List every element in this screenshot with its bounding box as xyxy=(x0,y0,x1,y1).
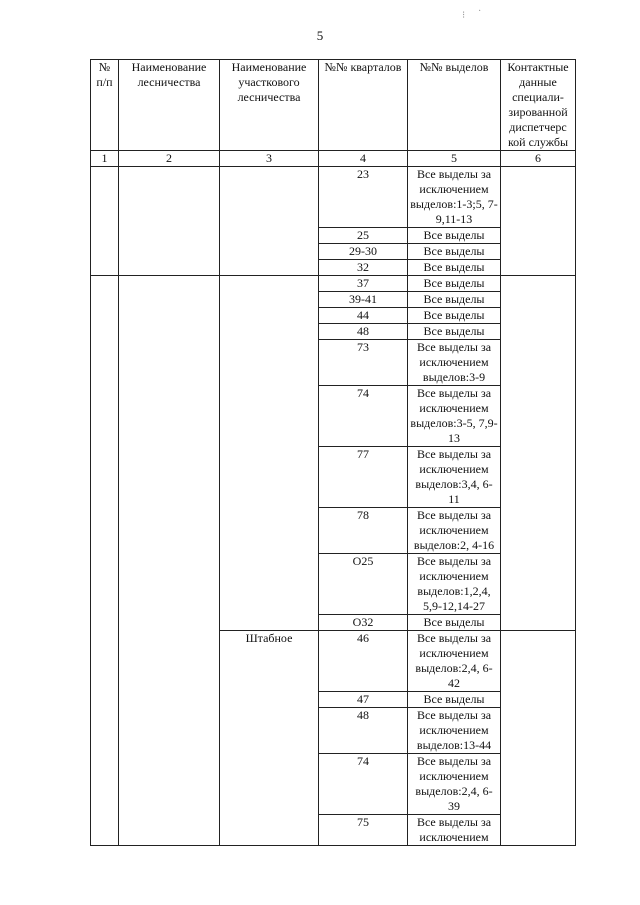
page-number: 5 xyxy=(316,28,324,43)
quarter-cell: 25 xyxy=(319,228,408,244)
quarter-cell: 32 xyxy=(319,260,408,276)
quarter-cell: 44 xyxy=(319,308,408,324)
quarter-cell: 39-41 xyxy=(319,292,408,308)
allotment-cell: Все выделы xyxy=(408,276,501,292)
quarter-cell: 74 xyxy=(319,386,408,447)
empty-cell xyxy=(220,167,319,276)
allotment-cell: Все выделы за исключением выделов:3,4, 6-11 xyxy=(408,447,501,508)
allotment-cell: Все выделы xyxy=(408,292,501,308)
allotment-cell: Все выделы за исключением выделов:1,2,4, 5,9-12,14-27 xyxy=(408,554,501,615)
column-number: 5 xyxy=(408,151,501,167)
header-dispatch-contacts: Контактные данные специали-зированной диспетчерс кой службы xyxy=(501,60,576,151)
quarter-cell: 77 xyxy=(319,447,408,508)
quarter-cell: 73 xyxy=(319,340,408,386)
table-row xyxy=(91,276,576,292)
empty-cell xyxy=(119,167,220,276)
column-number: 3 xyxy=(220,151,319,167)
column-number: 6 xyxy=(501,151,576,167)
quarter-cell: О32 xyxy=(319,615,408,631)
quarter-cell: 37 xyxy=(319,276,408,292)
allotment-cell: Все выделы xyxy=(408,324,501,340)
allotment-cell: Все выделы за исключением xyxy=(408,815,501,846)
allotment-cell: Все выделы за исключением выделов:1-3;5, 7-9,11-13 xyxy=(408,167,501,228)
quarter-cell: 47 xyxy=(319,692,408,708)
column-number-row xyxy=(91,151,576,167)
quarter-cell: 29-30 xyxy=(319,244,408,260)
empty-cell xyxy=(119,276,220,846)
district-forestry-name: Штабное xyxy=(220,631,319,846)
column-number: 1 xyxy=(91,151,119,167)
scan-mark: · xyxy=(478,6,482,17)
quarter-cell: 74 xyxy=(319,754,408,815)
header-number: № п/п xyxy=(91,60,119,151)
header-district-forestry-name: Наименование участкового лесничества xyxy=(220,60,319,151)
header-row xyxy=(91,60,576,151)
header-allotments: №№ выделов xyxy=(408,60,501,151)
header-forestry-name: Наименование лесничества xyxy=(119,60,220,151)
allotment-cell: Все выделы xyxy=(408,260,501,276)
column-number: 4 xyxy=(319,151,408,167)
allotment-cell: Все выделы xyxy=(408,228,501,244)
allotment-cell: Все выделы за исключением выделов:2,4, 6-42 xyxy=(408,631,501,692)
header-quarters: №№ кварталов xyxy=(319,60,408,151)
allotment-cell: Все выделы xyxy=(408,308,501,324)
allotment-cell: Все выделы xyxy=(408,615,501,631)
quarter-cell: 48 xyxy=(319,708,408,754)
allotment-cell: Все выделы xyxy=(408,244,501,260)
quarter-cell: 48 xyxy=(319,324,408,340)
quarter-cell: 78 xyxy=(319,508,408,554)
quarter-cell: 23 xyxy=(319,167,408,228)
allotment-cell: Все выделы xyxy=(408,692,501,708)
empty-cell xyxy=(501,167,576,276)
forestry-table xyxy=(90,59,576,846)
empty-cell xyxy=(91,276,119,846)
column-number: 2 xyxy=(119,151,220,167)
empty-cell xyxy=(501,276,576,631)
scan-mark: ⁝ xyxy=(462,10,466,21)
table-row xyxy=(91,167,576,228)
quarter-cell: О25 xyxy=(319,554,408,615)
allotment-cell: Все выделы за исключением выделов:2, 4-16 xyxy=(408,508,501,554)
empty-cell xyxy=(501,631,576,846)
quarter-cell: 75 xyxy=(319,815,408,846)
empty-cell xyxy=(91,167,119,276)
allotment-cell: Все выделы за исключением выделов:13-44 xyxy=(408,708,501,754)
allotment-cell: Все выделы за исключением выделов:3-9 xyxy=(408,340,501,386)
allotment-cell: Все выделы за исключением выделов:3-5, 7,9-13 xyxy=(408,386,501,447)
empty-cell xyxy=(220,276,319,631)
quarter-cell: 46 xyxy=(319,631,408,692)
allotment-cell: Все выделы за исключением выделов:2,4, 6-39 xyxy=(408,754,501,815)
